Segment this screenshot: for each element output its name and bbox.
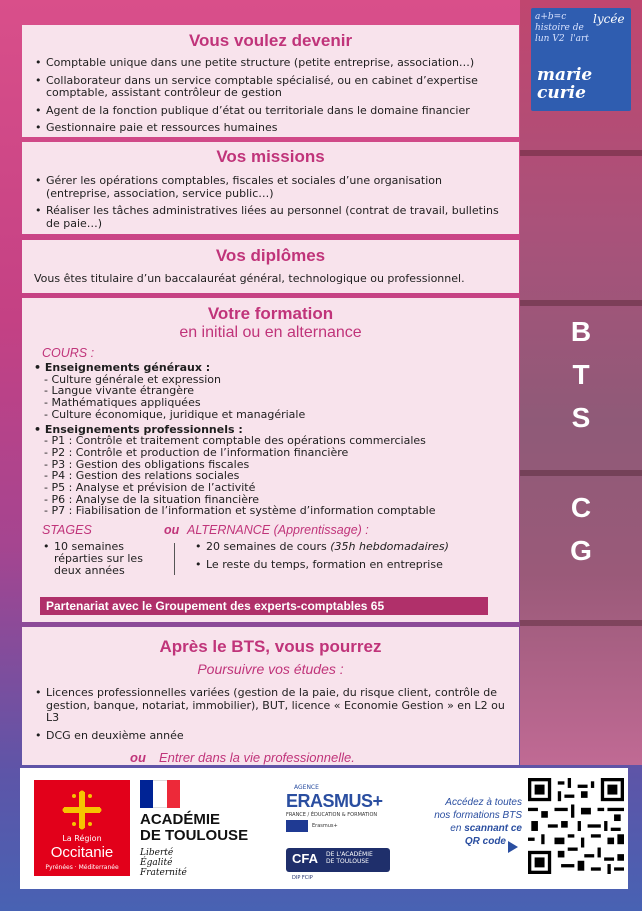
eu-flag-icon (286, 820, 308, 832)
divider (174, 543, 175, 575)
alt-item1-italic: (35h hebdomadaires) (330, 540, 449, 554)
logo-lycee: lycée (593, 12, 625, 26)
footer-logos (20, 768, 628, 889)
occitanie-l1: La Région (62, 834, 102, 843)
list-item: • Réaliser les tâches administratives liées au personnel (contrat de travail, bulletins de paie…) (34, 205, 507, 230)
qr-access-text (400, 796, 522, 848)
ou-label: ou (130, 750, 146, 765)
access-l3a: en (450, 823, 465, 834)
list-item: • Gérer les opérations comptables, fiscales et sociales d’une organisation (entreprise, association, service public…) (34, 175, 507, 200)
partner-banner: Partenariat avec le Groupement des experts-comptables 65 (40, 597, 488, 615)
erasmus-eu-row (286, 820, 396, 832)
occitan-cross-icon (62, 790, 102, 830)
republic-motto (140, 848, 187, 878)
side-letter: T (572, 359, 590, 390)
generaux-title: • Enseignements généraux : (34, 361, 211, 374)
occitanie-l3: Pyrénées · Méditerranée (45, 864, 119, 871)
side-letter: C (570, 492, 592, 523)
missions-list (34, 175, 507, 230)
list-item: • Comptable unique dans une petite structure (petite entreprise, association…) (34, 57, 507, 70)
access-l4: QR code (464, 836, 506, 847)
cfa-b2: DE TOULOUSE (326, 858, 369, 865)
alt-item1-main: 20 semaines de cours (206, 540, 331, 554)
list-item: • 10 semaines réparties sur les deux années (42, 541, 154, 577)
side-letter: B (570, 316, 592, 347)
cfa-b1: DE L'ACADÉMIE (326, 851, 373, 858)
cfa-c: DIP FCIP (292, 875, 313, 881)
shelf (520, 300, 642, 306)
access-line: Accédez à toutes (445, 797, 522, 808)
logo-scribble: a+b=c histoire de lun V2 l'art (535, 12, 589, 44)
shelf (520, 620, 642, 626)
erasmus-name: ERASMUS+ (286, 791, 383, 811)
list-item: - Langue vivante étrangère (44, 384, 195, 398)
erasmus-agence: AGENCE (294, 784, 319, 791)
access-l3b: scannant ce (464, 823, 522, 834)
motto-line: Fraternité (140, 868, 187, 878)
list-item: - P4 : Gestion des relations sociales (44, 469, 240, 483)
apres-pro: Entrer dans la vie professionnelle. (158, 750, 355, 765)
ou-label: ou (164, 523, 180, 538)
cfa-b (326, 851, 373, 865)
cours-label: COURS : (42, 346, 95, 360)
access-line (400, 822, 522, 835)
generaux-title-text: Enseignements généraux : (44, 361, 211, 374)
list-item: - P2 : Contrôle et production de l’information financière (44, 445, 349, 459)
missions-section (22, 142, 519, 234)
access-line (400, 835, 522, 848)
list-item: - Mathématiques appliquées (44, 396, 201, 410)
erasmus-eu-label: Erasmus+ (312, 823, 338, 829)
academie-logo (140, 812, 248, 844)
cfa-a: CFA (292, 851, 318, 866)
lycee-marie-curie-logo (531, 8, 631, 111)
motto-line: Liberté (140, 848, 174, 858)
apres-subtitle: Poursuivre vos études : (197, 661, 344, 677)
list-item: • DCG en deuxième année (34, 730, 507, 743)
generaux-group (34, 362, 507, 421)
side-letter: S (571, 402, 591, 433)
pros-title: • Enseignements professionnels : (34, 422, 243, 436)
pros-title-text: Enseignements professionnels : (44, 422, 243, 436)
occitanie-l2: Occitanie (50, 844, 114, 861)
diplomes-text: Vous êtes titulaire d’un baccalauréat général, technologique ou professionnel. (34, 272, 465, 285)
diplomes-section (22, 240, 519, 293)
apres-title: Après le BTS, vous pourrez (159, 637, 382, 656)
list-item: - Culture économique, juridique et managériale (44, 407, 306, 421)
formation-section (22, 298, 519, 622)
devenir-list (34, 57, 507, 135)
apres-section (22, 627, 519, 765)
arrow-right-icon (508, 841, 518, 853)
devenir-title: Vous voulez devenir (188, 31, 353, 50)
list-item: - Culture générale et expression (44, 372, 221, 386)
logo-name: marie curie (537, 65, 593, 103)
list-item: - P7 : Fiabilisation de l’information et système d’information comptable (44, 504, 436, 518)
marianne-flag-icon (140, 780, 180, 808)
list-item: - P6 : Analyse de la situation financière (44, 492, 260, 506)
stages-alternance (34, 523, 507, 589)
side-letter: G (570, 535, 592, 566)
list-item: • Gestionnaire paie et ressources humaines (34, 122, 507, 135)
access-line: nos formations BTS (434, 810, 522, 821)
list-item: • Licences professionnelles variées (gestion de la paie, du risque client, contrôle de gestion, banque, notariat, immobilier), BUT, licence « Economie Gestion » en L2 ou L3 (34, 687, 507, 725)
pros-group (34, 424, 507, 518)
formation-title: Votre formation (207, 304, 334, 323)
list-item: • Le reste du temps, formation en entreprise (194, 559, 514, 572)
apres-pro-line (130, 747, 507, 766)
shelf (520, 470, 642, 476)
missions-title: Vos missions (216, 147, 325, 166)
list-item: - P1 : Contrôle et traitement comptable des opérations commerciales (44, 434, 426, 448)
shelf (520, 150, 642, 156)
motto-line: Égalité (140, 858, 173, 868)
alternance-label: ALTERNANCE (Apprentissage) : (187, 523, 369, 538)
list-item: • Agent de la fonction publique d’état ou territoriale dans le domaine financier (34, 105, 507, 118)
qr-code-icon[interactable] (528, 778, 624, 874)
list-item (194, 541, 514, 554)
erasmus-logo (286, 784, 396, 834)
stages-list (42, 541, 154, 582)
list-item: - P5 : Analyse et prévision de l’activité (44, 481, 256, 495)
diplomes-title: Vos diplômes (215, 246, 326, 265)
list-item: • Collaborateur dans un service comptable spécialisé, ou en cabinet d’expertise comptable, assistant contrôleur de gestion (34, 75, 507, 100)
academie-line1: ACADÉMIE (140, 811, 221, 828)
list-item: - P3 : Gestion des obligations fiscales (44, 457, 250, 471)
devenir-section (22, 25, 519, 137)
academie-line2: DE TOULOUSE (140, 827, 249, 844)
erasmus-small: FRANCE / ÉDUCATION & FORMATION (286, 812, 378, 818)
stages-label: STAGES (42, 523, 92, 538)
occitanie-logo (34, 780, 130, 876)
apres-list (34, 687, 507, 742)
formation-subtitle: en initial ou en alternance (179, 324, 362, 341)
cfa-logo (286, 848, 390, 881)
alternance-list (194, 541, 514, 576)
